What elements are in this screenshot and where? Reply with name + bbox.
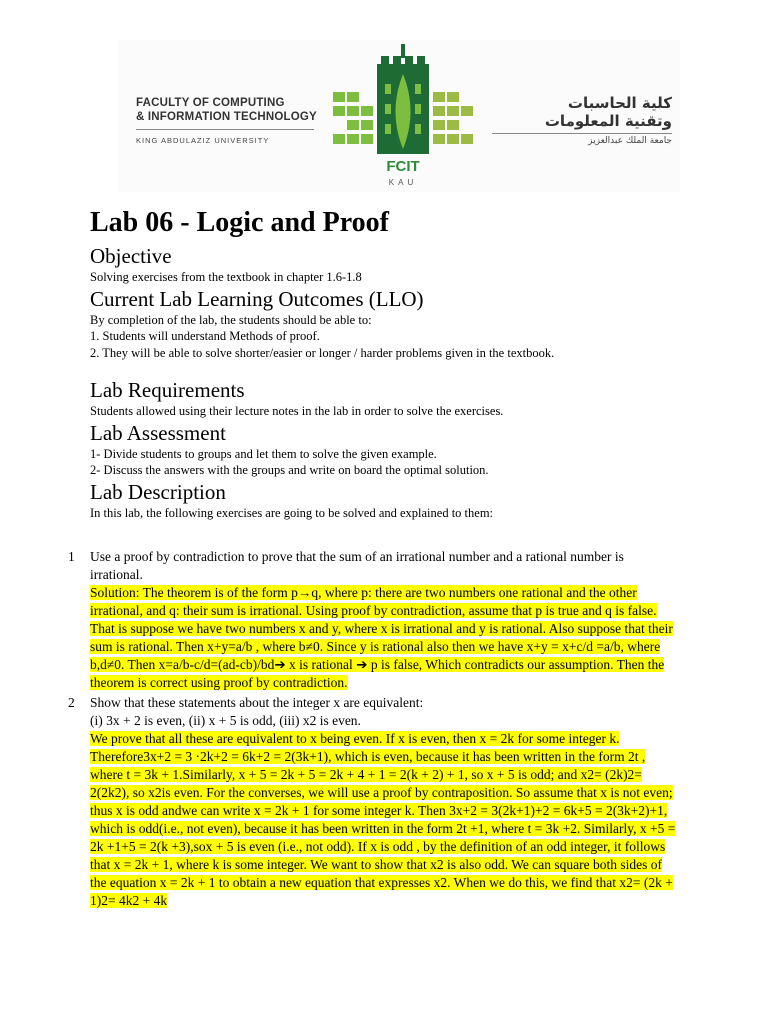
- exercise-number: 2: [68, 695, 75, 710]
- section-heading-objective: Objective: [90, 244, 172, 268]
- page-title: Lab 06 - Logic and Proof: [90, 207, 389, 238]
- document-body: [90, 203, 680, 521]
- exercise-solution: We prove that all these are equivalent to x being even. If x is even, then x = 2k for some integer k. Therefore3x+2 = 3 ·2k+2 = 6k+2 = 2(3k+1), which is even, because it has been written in the form 2t , where t = 3k + 1.Similarly, x + 5 = 2k + 5 = 2k + 4 + 1 = 2(k + 2) + 1, so x + 5 is odd; and x2= (2k)2= 2(2k2), so x2is even. For the converses, we will use a proof by contraposition. So assume that x is not even; thus x is odd andwe can write x = 2k + 1 for some integer k. Then 3x+2 = 3(2k+1)+2 = 6k+5 = 2(3k+2)+1, which is odd(i.e., not even), because it has been written in the form 2t +1, where t = 3k +2. Similarly, x +5 = 2k +1+5 = 2(k +3),sox + 5 is even (i.e., not odd). If x is odd , by the definition of an odd integer, it follows that x = 2k + 1, where k is some integer. We want to show that x2 is also odd. We can square both sides of the equation x = 2k + 1 to obtain a new equation that expresses x2. When we do this, we find that x2= (2k + 1)2= 4k2 + 4k: [90, 731, 676, 908]
- faculty-name-english: [136, 96, 317, 124]
- logo-text: FCIT: [386, 158, 420, 175]
- section-heading-llo: Current Lab Learning Outcomes (LLO): [90, 286, 424, 311]
- section-heading-assessment: Lab Assessment: [90, 420, 226, 445]
- section-heading-requirements: Lab Requirements: [90, 378, 245, 402]
- divider: [492, 133, 672, 134]
- exercise-question: Show that these statements about the integer x are equivalent:: [90, 695, 424, 710]
- list-item: [68, 548, 680, 692]
- exercise-solution: Solution: The theorem is of the form p→q, where p: there are two numbers one rational and the other irrational, and q: their sum is irrational. Using proof by contradiction, assume that p is true and q is false. That is suppose we have two numbers x and y, where x is irrational and y is rational. Also suppose that their sum is rational. Then x+y=a/b , where b≠0. Since y is rational also then we have x+y = x+c/d =a/b, where b,d≠0. Then x=a/b-c/d=(ad-cb)/bd➔ x is rational ➔ p is false, Which contradicts our assumption. Then the theorem is correct using proof by contradiction.: [90, 585, 673, 690]
- faculty-en-line1: FACULTY OF COMPUTING: [136, 97, 285, 109]
- objective-text: Solving exercises from the textbook in chapter 1.6-1.8: [90, 270, 362, 284]
- faculty-name-arabic-line1: كلية الحاسبات: [567, 94, 672, 112]
- llo-intro: By completion of the lab, the students should be able to:: [90, 312, 372, 327]
- section-heading-description: Lab Description: [90, 479, 226, 504]
- exercise-question: Use a proof by contradiction to prove that the sum of an irrational number and a rational number is irrational.: [90, 549, 624, 582]
- exercise-parts: (i) 3x + 2 is even, (ii) x + 5 is odd, (iii) x2 is even.: [90, 713, 361, 728]
- description-text: In this lab, the following exercises are going to be solved and explained to them:: [90, 505, 494, 520]
- exercise-list: [68, 548, 680, 910]
- assessment-item: 2- Discuss the answers with the groups and write on board the optimal solution.: [90, 463, 489, 477]
- faculty-name-arabic-line2: وتقنية المعلومات: [544, 112, 672, 130]
- university-name-arabic: جامعة الملك عبدالعزيز: [588, 136, 672, 146]
- exercise-number: 1: [68, 549, 75, 564]
- university-name-english: KING ABDULAZIZ UNIVERSITY: [136, 136, 270, 145]
- logo-subtext: KAU: [388, 178, 418, 187]
- assessment-item: 1- Divide students to groups and let them to solve the given example.: [90, 446, 437, 461]
- llo-item: 1. Students will understand Methods of proof.: [90, 329, 320, 343]
- requirements-text: Students allowed using their lecture notes in the lab in order to solve the exercises.: [90, 404, 504, 418]
- faculty-header-banner: [118, 40, 680, 192]
- faculty-en-line2: & INFORMATION TECHNOLOGY: [136, 111, 317, 123]
- divider: [136, 129, 314, 130]
- llo-item: 2. They will be able to solve shorter/easier or longer / harder problems given in the textbook.: [90, 345, 555, 360]
- list-item: [68, 694, 680, 910]
